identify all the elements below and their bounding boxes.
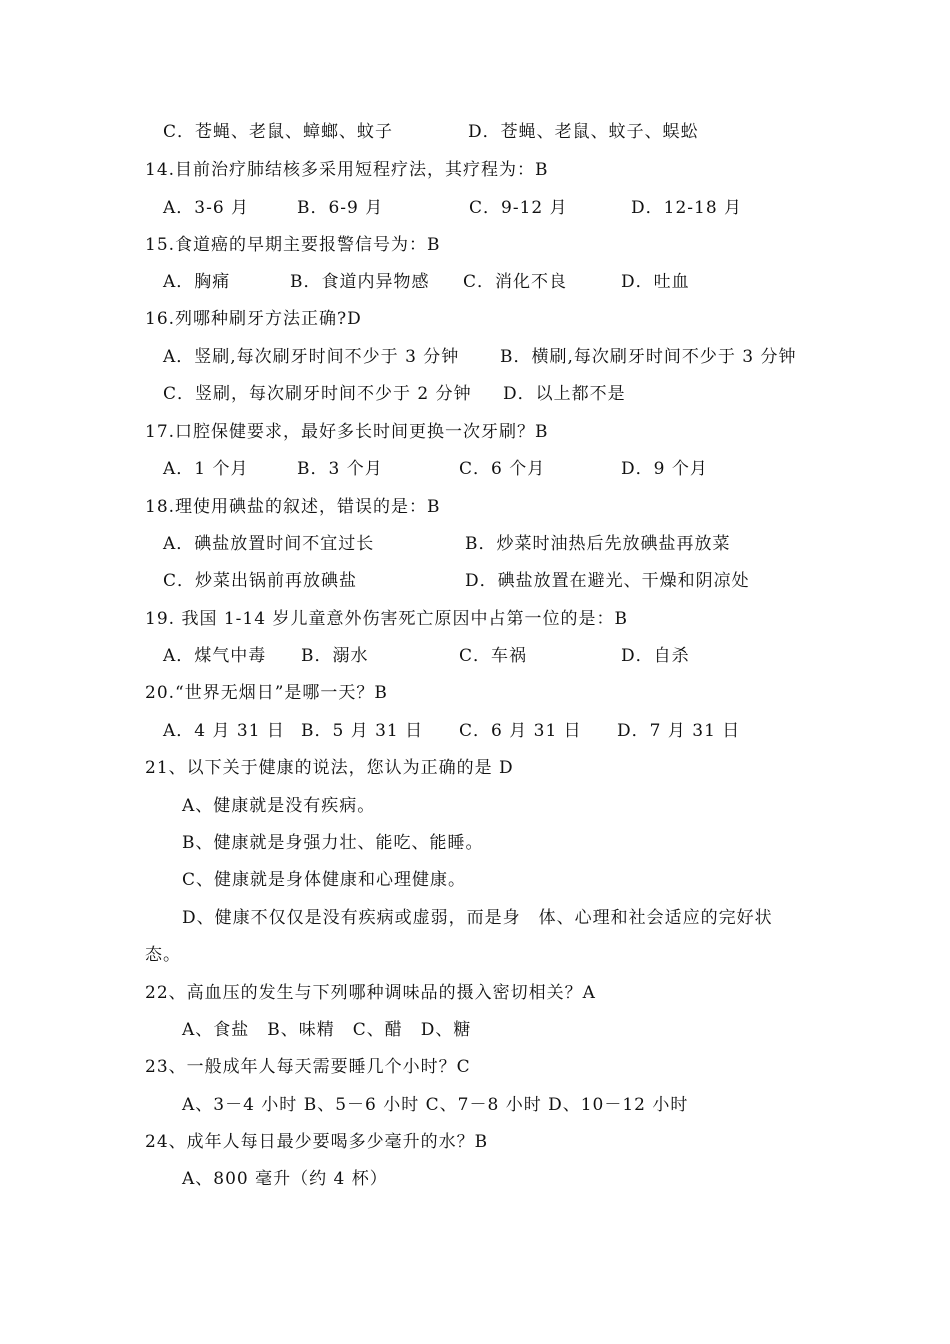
option-line: A、食盐 B、味精 C、醋 D、糖	[182, 1020, 472, 1040]
option-b: B．6-9 月	[297, 198, 384, 218]
question-21: 21、以下关于健康的说法，您认为正确的是 D	[145, 758, 514, 778]
option-c: C．6 月 31 日	[459, 721, 582, 741]
option-d-continued: 态。	[145, 945, 181, 965]
option-d: D．苍蝇、老鼠、蚊子、蜈蚣	[468, 122, 699, 142]
option-a: A、健康就是没有疾病。	[182, 796, 376, 816]
question-14: 14.目前治疗肺结核多采用短程疗法，其疗程为：B	[145, 160, 549, 180]
option-a: A．4 月 31 日	[163, 721, 285, 741]
option-a: A．1 个月	[163, 459, 249, 479]
option-a: A、800 毫升（约 4 杯）	[182, 1169, 388, 1189]
option-c: C．竖刷，每次刷牙时间不少于 2 分钟	[163, 384, 472, 404]
option-b: B．食道内异物感	[290, 272, 430, 292]
question-16: 16.列哪种刷牙方法正确?D	[145, 309, 362, 329]
option-d: D．7 月 31 日	[617, 721, 741, 741]
option-b: B．炒菜时油热后先放碘盐再放菜	[465, 534, 731, 554]
option-c: C．9-12 月	[469, 198, 568, 218]
option-d: D．吐血	[621, 272, 690, 292]
question-24: 24、成年人每日最少要喝多少毫升的水？B	[145, 1132, 489, 1152]
option-d: D．碘盐放置在避光、干燥和阴凉处	[465, 571, 750, 591]
option-c: C．车祸	[459, 646, 528, 666]
option-c: C．苍蝇、老鼠、蟑螂、蚊子	[163, 122, 394, 142]
option-c: C、健康就是身体健康和心理健康。	[182, 870, 467, 890]
option-d: D．9 个月	[621, 459, 708, 479]
option-a: A．煤气中毒	[163, 646, 267, 666]
question-15: 15.食道癌的早期主要报警信号为：B	[145, 235, 441, 255]
option-b: B、健康就是身强力壮、能吃、能睡。	[182, 833, 484, 853]
question-20: 20.“世界无烟日”是哪一天？B	[145, 683, 388, 703]
question-19: 19. 我国 1-14 岁儿童意外伤害死亡原因中占第一位的是：B	[145, 609, 628, 629]
option-d: D．12-18 月	[631, 198, 743, 218]
option-a: A．碘盐放置时间不宜过长	[163, 534, 375, 554]
question-17: 17.口腔保健要求，最好多长时间更换一次牙刷？B	[145, 422, 549, 442]
option-b: B．横刷,每次刷牙时间不少于 3 分钟	[500, 347, 797, 367]
question-18: 18.理使用碘盐的叙述，错误的是：B	[145, 497, 441, 517]
question-22: 22、高血压的发生与下列哪种调味品的摄入密切相关？A	[145, 983, 596, 1003]
option-a: A．竖刷,每次刷牙时间不少于 3 分钟	[163, 347, 460, 367]
option-a: A．3-6 月	[163, 198, 250, 218]
option-d: D．自杀	[621, 646, 690, 666]
option-b: B．3 个月	[297, 459, 383, 479]
option-b: B．溺水	[301, 646, 369, 666]
option-line: A、3－4 小时 B、5－6 小时 C、7－8 小时 D、10－12 小时	[182, 1095, 689, 1115]
option-d: D、健康不仅仅是没有疾病或虚弱，而是身 体、心理和社会适应的完好状	[182, 908, 773, 928]
option-c: C．6 个月	[459, 459, 546, 479]
question-23: 23、一般成年人每天需要睡几个小时？C	[145, 1057, 471, 1077]
option-c: C．消化不良	[463, 272, 568, 292]
option-c: C．炒菜出锅前再放碘盐	[163, 571, 358, 591]
option-b: B．5 月 31 日	[301, 721, 424, 741]
option-a: A．胸痛	[163, 272, 231, 292]
option-d: D．以上都不是	[503, 384, 626, 404]
